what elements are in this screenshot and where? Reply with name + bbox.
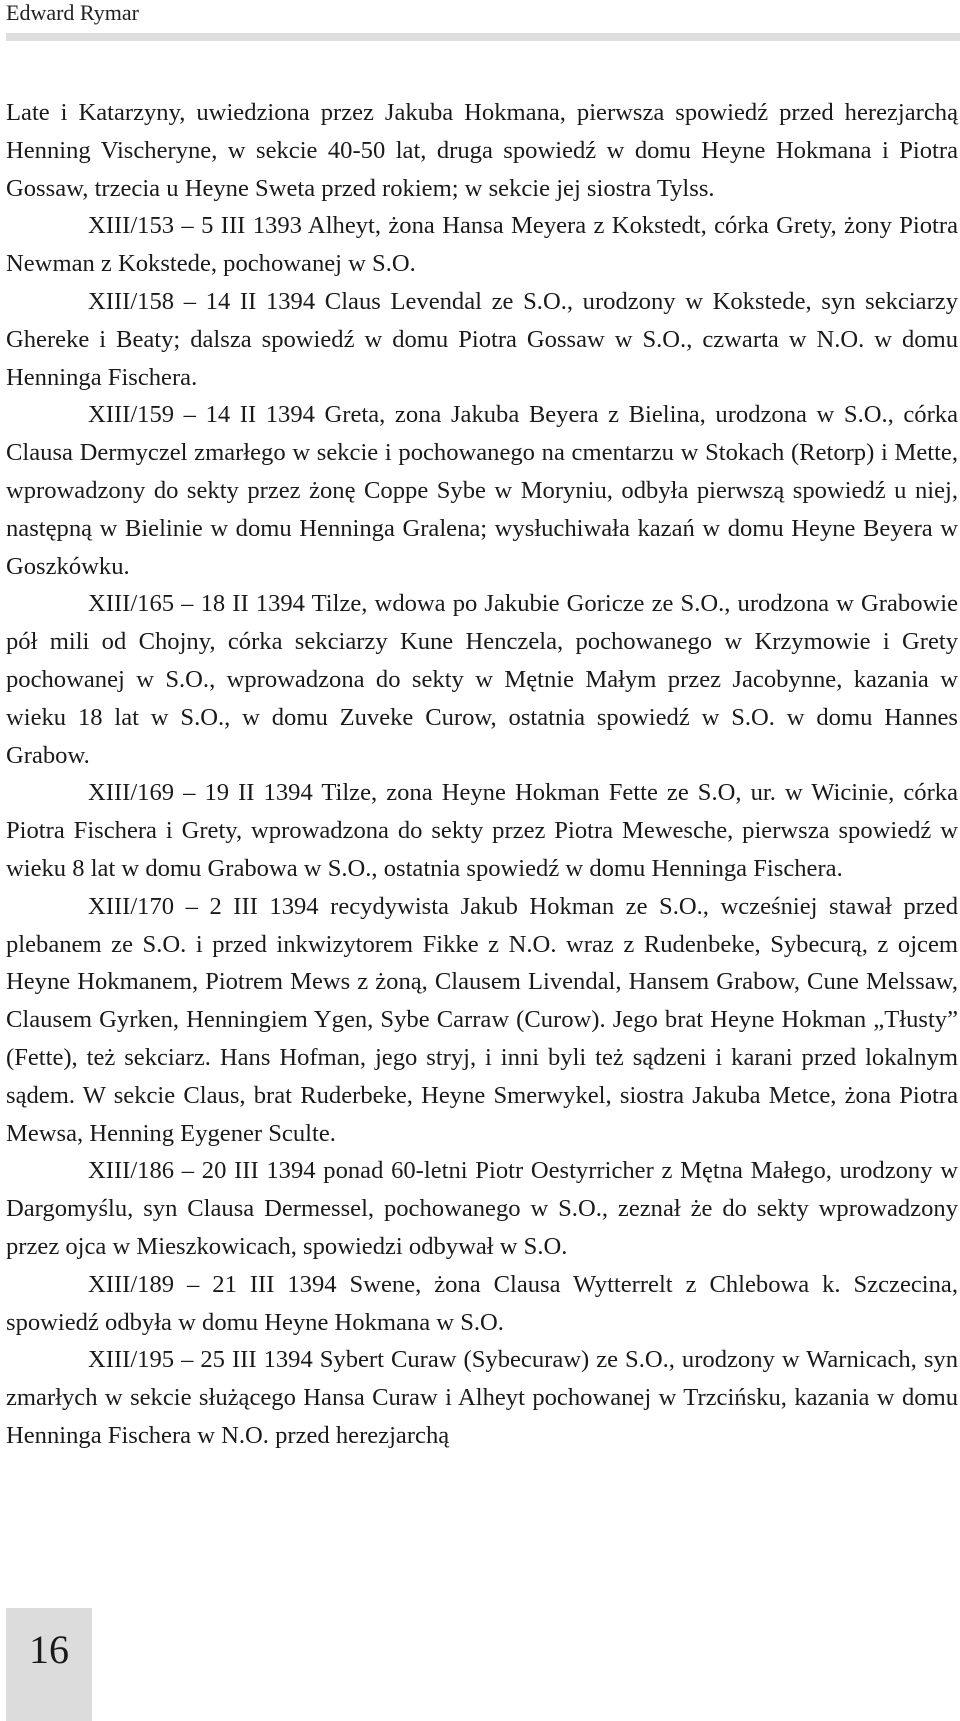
paragraph-6: XIII/169 – 19 II 1394 Tilze, zona Heyne Hokman Fette ze S.O, ur. w Wicinie, córka Piotra Fischera i Grety, wprowadzona do sekty przez Piotra Mewesche, pierwsza spowiedź w wieku 8 lat w domu Grabowa w S.O., ostatnia spowiedź w domu Henninga Fischera. <box>6 779 958 882</box>
paragraph-3: XIII/158 – 14 II 1394 Claus Levendal ze S.O., urodzony w Kokstede, syn sekciarzy Ghereke i Beaty; dalsza spowiedź w domu Piotra Gossaw w S.O., czwarta w N.O. w domu Henninga Fischera. <box>6 287 958 391</box>
paragraph-5: XIII/165 – 18 II 1394 Tilze, wdowa po Jakubie Goricze ze S.O., urodzona w Grabowie pół mili od Chojny, córka sekciarzy Kune Henczela, pochowanego w Krzymowie i Grety pochowanej w S.O., wprowadzona do sekty w Mętnie Małym przez Jacobynne, kazania w wieku 18 lat w S.O., w domu Zuveke Curow, ostatnia spowiedź w S.O. w domu Hannes Grabow. <box>6 590 958 769</box>
paragraph-8: XIII/186 – 20 III 1394 ponad 60-letni Piotr Oestyrricher z Mętna Małego, urodzony w Dargomyślu, syn Clausa Dermessel, pochowanego w S.O., zeznał że do sekty wprowadzony przez ojca w Mieszkowicach, spowiedzi odbywał w S.O. <box>6 1157 958 1260</box>
running-head-author: Edward Rymar <box>6 0 139 25</box>
page-number: 16 <box>29 1627 69 1672</box>
body-text <box>6 94 958 1455</box>
paragraph-7: XIII/170 – 2 III 1394 recydywista Jakub Hokman ze S.O., wcześniej stawał przed plebanem ze S.O. i przed inkwizytorem Fikke z N.O. wraz z Rudenbeke, Sybecurą, z ojcem Heyne Hokmanem, Piotrem Mews z żoną, Clausem Livendal, Hansem Grabow, Cune Melssaw, Clausem Gyrken, Henningiem Ygen, Sybe Carraw (Curow). Jego brat Heyne Hokman „Tłusty” (Fette), też sekciarz. Hans Hofman, jego stryj, i inni byli też sądzeni i karani przed lokalnym sądem. W sekcie Claus, brat Ruderbeke, Heyne Smerwykel, siostra Jakuba Metce, żona Piotra Mewsa, Henning Eygener Sculte. <box>6 892 958 1147</box>
paragraph-4: XIII/159 – 14 II 1394 Greta, zona Jakuba Beyera z Bielina, urodzona w S.O., córka Clausa Dermyczel zmarłego w sekcie i pochowanego na cmentarzu w Stokach (Retorp) i Mette, wprowadzony do sekty przez żonę Coppe Sybe w Moryniu, odbyła pierwszą spowiedź u niej, następną w Bielinie w domu Henninga Gralena; wysłuchiwała kazań w domu Heyne Beyera w Goszkówku. <box>6 401 958 580</box>
paragraph-9: XIII/189 – 21 III 1394 Swene, żona Clausa Wytterrelt z Chlebowa k. Szczecina, spowiedź odbyła w domu Heyne Hokmana w S.O. <box>6 1270 958 1336</box>
paragraph-1: Late i Katarzyny, uwiedziona przez Jakuba Hokmana, pierwsza spowiedź przed herezjarchą Henning Vischeryne, w sekcie 40-50 lat, druga spowiedź w domu Heyne Hokmana i Piotra Gossaw, trzecia u Heyne Sweta przed rokiem; w sekcie jej siostra Tylss. <box>6 99 958 202</box>
paragraph-10: XIII/195 – 25 III 1394 Sybert Curaw (Sybecuraw) ze S.O., urodzony w Warnicach, syn zmarłych w sekcie służącego Hansa Curaw i Alheyt pochowanej w Trzcińsku, kazania w domu Henninga Fischera w N.O. przed herezjarchą <box>6 1346 958 1449</box>
paragraph-2: XIII/153 – 5 III 1393 Alheyt, żona Hansa Meyera z Kokstedt, córka Grety, żony Piotra Newman z Kokstede, pochowanej w S.O. <box>6 212 958 278</box>
page-number-box <box>6 1608 92 1721</box>
header-rule <box>6 33 960 41</box>
